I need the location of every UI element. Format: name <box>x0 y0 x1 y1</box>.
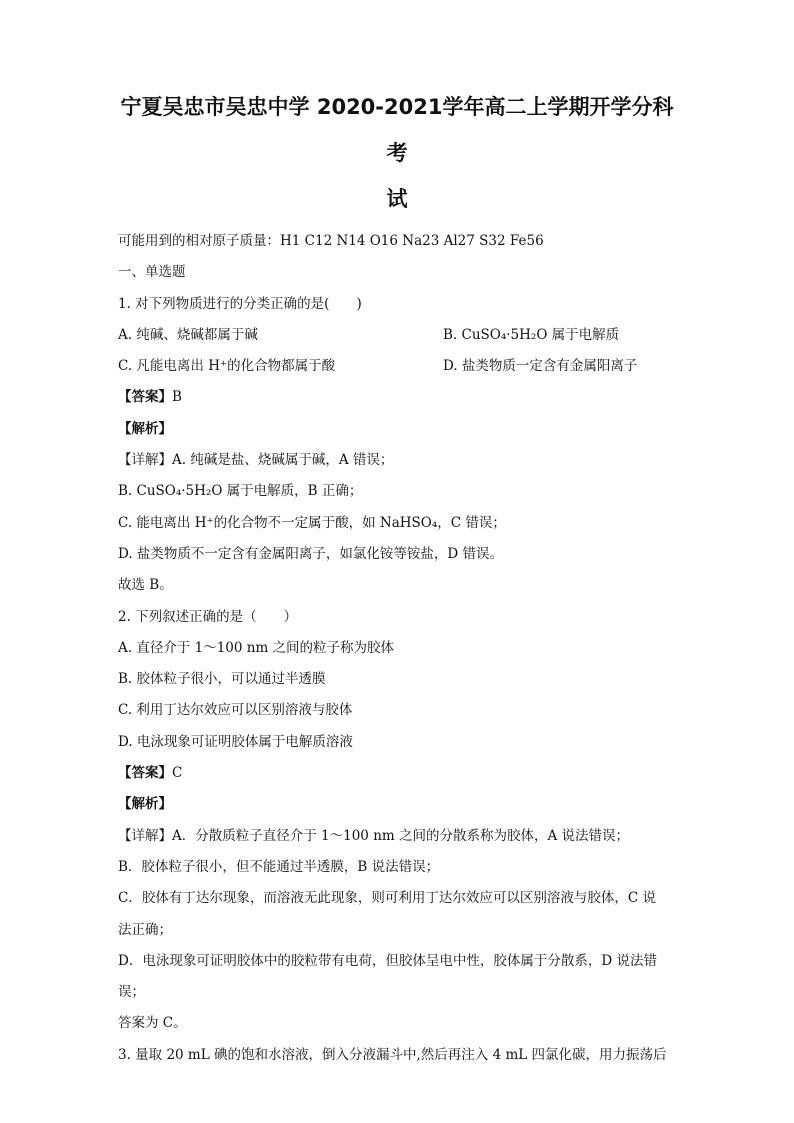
q1-option-a: A. 纯碱、烧碱都属于碱 <box>118 326 258 343</box>
q1-option-c: C. 凡能电离出 H⁺的化合物都属于酸 <box>118 358 336 375</box>
q2-explain-c-line-2: 法正确； <box>118 921 172 938</box>
q2-answer-value: C <box>172 765 183 782</box>
q1-stem: 1. 对下列物质进行的分类正确的是( ) <box>118 295 362 312</box>
q1-option-b: B. CuSO₄·5H₂O 属于电解质 <box>443 326 620 343</box>
q2-conclusion: 答案为 C。 <box>118 1015 187 1032</box>
q2-explain-c-line-1: C．胶体有丁达尔现象，而溶液无此现象，则可利用丁达尔效应可以区别溶液与胶体，C 说 <box>118 890 656 907</box>
q2-stem: 2. 下列叙述正确的是（ ） <box>118 608 298 625</box>
section-heading: 一、单选题 <box>118 264 186 281</box>
q1-explain-c: C. 能电离出 H⁺的化合物不一定属于酸，如 NaHSO₄，C 错误； <box>118 514 506 531</box>
q2-answer <box>118 758 676 789</box>
q2-detail: 【详解】A．分散质粒子直径介于 1～100 nm 之间的分散系称为胶体，A 说法错误； <box>118 827 630 844</box>
q1-conclusion: 故选 B。 <box>118 577 173 594</box>
title-line-2: 试 <box>386 187 408 211</box>
q1-options-row-1 <box>118 320 676 351</box>
q1-answer-value: B <box>172 389 182 406</box>
q2-option-c: C. 利用丁达尔效应可以区别溶液与胶体 <box>118 702 353 719</box>
title-line-1: 宁夏吴忠市吴忠中学 2020-2021学年高二上学期开学分科考 <box>120 95 674 165</box>
q1-options-row-2 <box>118 351 676 382</box>
q1-answer <box>118 382 676 413</box>
q1-analysis-label: 【解析】 <box>118 420 172 437</box>
document-body <box>118 226 676 1071</box>
q2-explain-b: B．胶体粒子很小，但不能通过半透膜，B 说法错误； <box>118 858 440 875</box>
q3-stem: 3. 量取 20 mL 碘的饱和水溶液，倒入分液漏斗中,然后再注入 4 mL 四氯化碳，用力振荡后 <box>118 1046 667 1063</box>
q2-option-d: D. 电泳现象可证明胶体属于电解质溶液 <box>118 733 353 750</box>
q1-explain-b: B. CuSO₄·5H₂O 属于电解质，B 正确； <box>118 483 363 500</box>
q1-detail: 【详解】A. 纯碱是盐、烧碱属于碱，A 错误； <box>118 452 394 469</box>
q2-option-a: A. 直径介于 1～100 nm 之间的粒子称为胶体 <box>118 639 395 656</box>
q2-explain-d-line-1: D．电泳现象可证明胶体中的胶粒带有电荷，但胶体呈电中性，胶体属于分散系，D 说法错 <box>118 952 657 969</box>
q1-answer-tag: 【答案】 <box>118 389 172 406</box>
q2-option-b: B. 胶体粒子很小，可以通过半透膜 <box>118 671 326 688</box>
atomic-masses: 可能用到的相对原子质量：H1 C12 N14 O16 Na23 Al27 S32 Fe56 <box>118 233 544 249</box>
q2-explain-d-line-2: 误； <box>118 984 145 1001</box>
q1-option-d: D. 盐类物质一定含有金属阳离子 <box>443 358 638 375</box>
q1-explain-d: D. 盐类物质不一定含有金属阳离子，如氯化铵等铵盐，D 错误。 <box>118 545 504 562</box>
q2-analysis-label: 【解析】 <box>118 796 172 813</box>
page-title <box>118 0 676 222</box>
q2-answer-tag: 【答案】 <box>118 765 172 782</box>
